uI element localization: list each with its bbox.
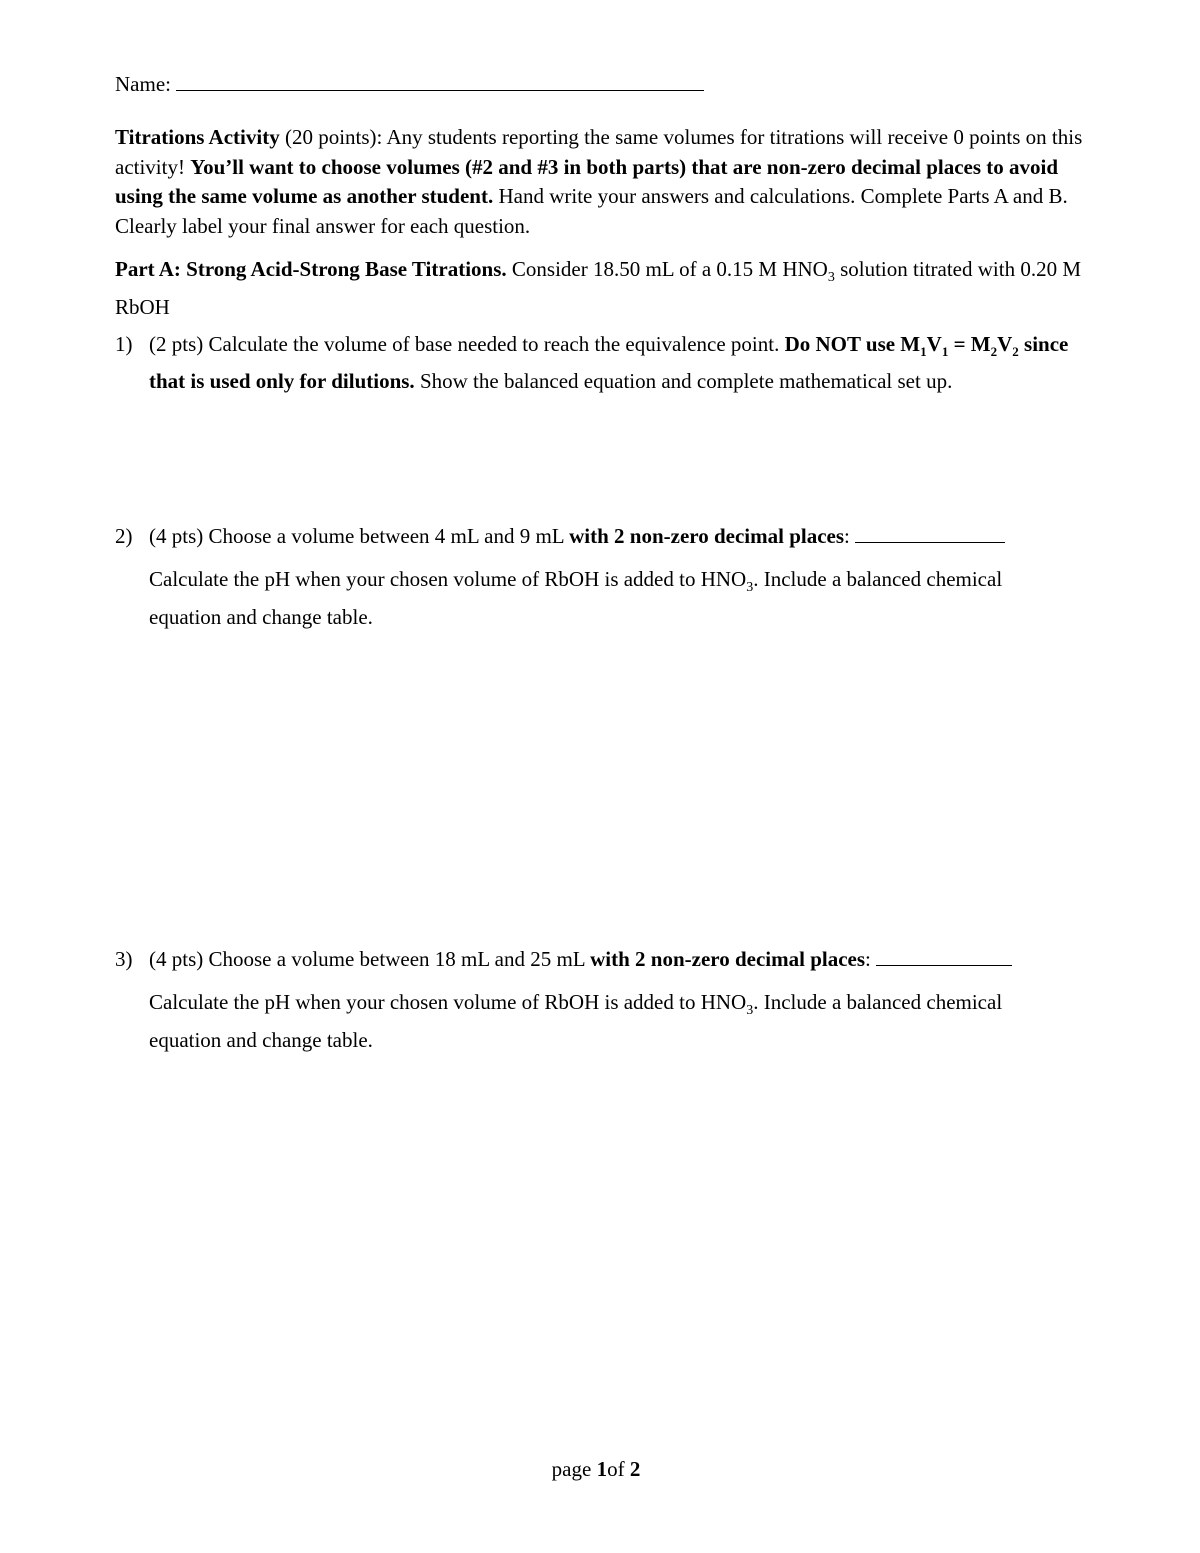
page-footer bbox=[0, 1455, 1192, 1485]
intro-warning: You’ll want to choose volumes (#2 and #3 in both parts) that are non-zero decimal places to avoid using the same volume as another student. bbox=[115, 154, 1059, 208]
name-row bbox=[115, 70, 704, 100]
page-total: 2 bbox=[629, 1457, 641, 1481]
part-a-title: Part A: Strong Acid-Strong Base Titrations. bbox=[115, 257, 507, 281]
page-word: page bbox=[551, 1457, 592, 1481]
question-2-body: Calculate the pH when your chosen volume of RbOH is added to $HNO_3$. Include a balanced chemical equation and change table. bbox=[149, 567, 1003, 629]
question-2-number: 2) bbox=[115, 524, 133, 548]
question-3-prompt: (4 pts) Choose a volume between 18 mL and 25 mL with 2 non-zero decimal places: bbox=[149, 945, 1109, 975]
activity-title: Titrations Activity bbox=[115, 125, 280, 149]
question-1-number: 1) bbox=[115, 332, 133, 356]
intro-instructions: Hand write your answers and calculations. Complete Parts A and B. Clearly label your final answer for each question. bbox=[115, 184, 1068, 238]
question-2-prompt: (4 pts) Choose a volume between 4 mL and 9 mL with 2 non-zero decimal places: bbox=[149, 522, 1109, 552]
name-label: Name: bbox=[115, 72, 171, 96]
part-a-heading bbox=[115, 255, 1090, 322]
part-a-text: Consider 18.50 mL of a 0.15 M $HNO_3$ solution titrated with 0.20 M RbOH bbox=[115, 257, 1081, 319]
page-current: 1 bbox=[596, 1457, 608, 1481]
intro-points-text: (20 points): Any students reporting the same volumes for titrations will receive 0 points on this activity! bbox=[115, 125, 1083, 179]
name-blank bbox=[176, 70, 704, 91]
question-3-answer-blank bbox=[876, 945, 1012, 966]
intro-paragraph bbox=[115, 123, 1090, 241]
question-1-text: (2 pts) Calculate the volume of base needed to reach the equivalence point. Do NOT use $M_1V_1 = M_2V_2$ since that is used only for dilutions. Show the balanced equation and complete mathematical set up. bbox=[149, 332, 1069, 393]
question-3-number: 3) bbox=[115, 947, 133, 971]
question-3-body: Calculate the pH when your chosen volume of RbOH is added to $HNO_3$. Include a balanced chemical equation and change table. bbox=[149, 990, 1003, 1052]
of-word: of bbox=[607, 1457, 625, 1481]
question-2-answer-blank bbox=[855, 522, 1005, 543]
